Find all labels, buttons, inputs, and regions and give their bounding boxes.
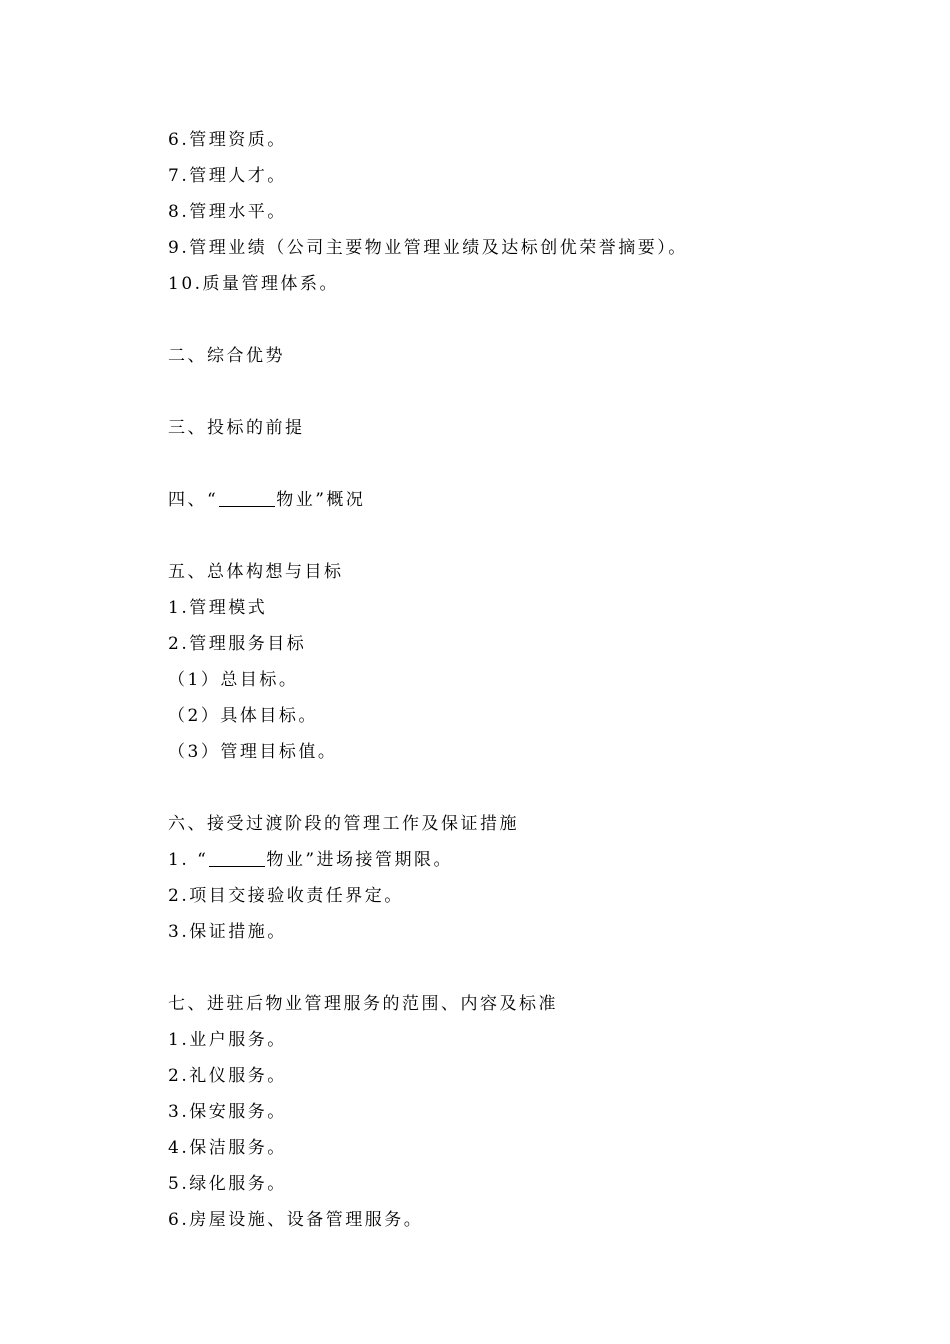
list-item: 3.保证措施。: [168, 922, 287, 942]
list-item: 1.业户服务。: [168, 1030, 287, 1050]
section-heading: 七、进驻后物业管理服务的范围、内容及标准: [168, 994, 558, 1014]
spacer: [168, 950, 888, 986]
list-item: （3）管理目标值。: [168, 742, 338, 762]
list-item: 6.管理资质。: [168, 130, 287, 150]
list-item: 2.管理服务目标: [168, 634, 307, 654]
list-item: 5.绿化服务。: [168, 1174, 287, 1194]
item-prefix: 1. “: [168, 850, 209, 870]
fill-in-blank: [219, 488, 275, 507]
document-page: [168, 122, 888, 1238]
spacer: [168, 518, 888, 554]
heading-prefix: 四、“: [168, 490, 219, 510]
list-item: 3.保安服务。: [168, 1102, 287, 1122]
list-item: 7.管理人才。: [168, 166, 287, 186]
heading-suffix: 物业”概况: [276, 490, 366, 510]
fill-in-blank: [209, 848, 265, 867]
list-item: 6.房屋设施、设备管理服务。: [168, 1210, 424, 1230]
list-item: （2）具体目标。: [168, 706, 318, 726]
list-item: [168, 842, 888, 878]
section-heading: 二、综合优势: [168, 346, 285, 366]
section-heading: 六、接受过渡阶段的管理工作及保证措施: [168, 814, 519, 834]
section-heading: 五、总体构想与目标: [168, 562, 344, 582]
list-item: 2.礼仪服务。: [168, 1066, 287, 1086]
item-suffix: 物业”进场接管期限。: [266, 850, 454, 870]
section-heading: [168, 482, 888, 518]
spacer: [168, 446, 888, 482]
list-item: 1.管理模式: [168, 598, 268, 618]
list-item: 4.保洁服务。: [168, 1138, 287, 1158]
section-heading: 三、投标的前提: [168, 418, 305, 438]
list-item: 10.质量管理体系。: [168, 274, 340, 294]
spacer: [168, 770, 888, 806]
spacer: [168, 374, 888, 410]
list-item: （1）总目标。: [168, 670, 299, 690]
list-item: 8.管理水平。: [168, 202, 287, 222]
list-item: 9.管理业绩（公司主要物业管理业绩及达标创优荣誉摘要）。: [168, 238, 688, 258]
list-item: 2.项目交接验收责任界定。: [168, 886, 404, 906]
spacer: [168, 302, 888, 338]
